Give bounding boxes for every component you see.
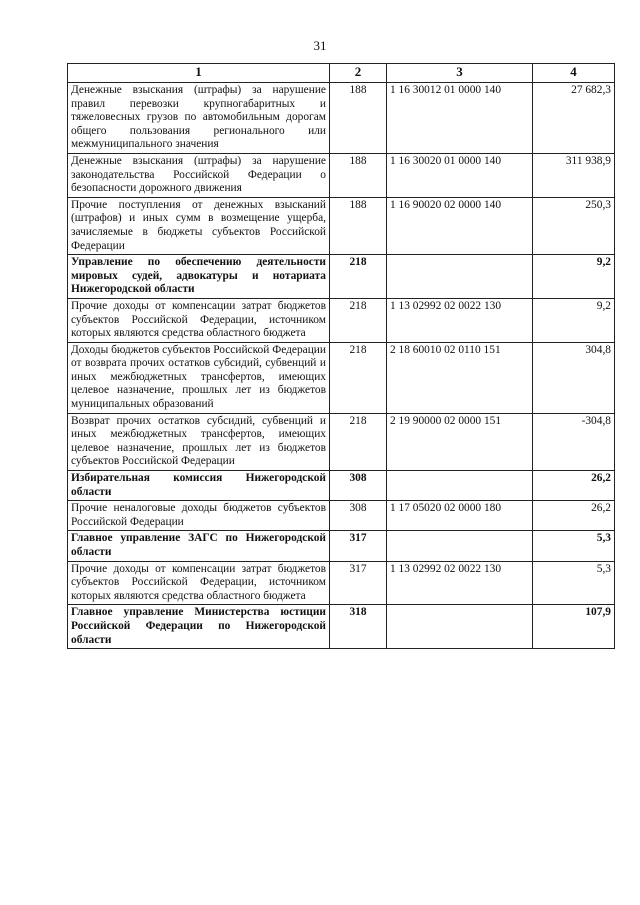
row-chapter-code-cell: 188 [330, 197, 387, 254]
table-row [68, 342, 615, 413]
column-header-2: 2 [330, 64, 387, 83]
row-amount-cell: 250,3 [533, 197, 615, 254]
table-row [68, 83, 615, 154]
row-classification-code-cell [387, 255, 533, 299]
row-amount-cell: 304,8 [533, 342, 615, 413]
table-row [68, 298, 615, 342]
table-row [68, 197, 615, 254]
row-name-cell: Прочие доходы от компенсации затрат бюджетов субъектов Российской Федерации, источником которых являются средства областного бюджета [68, 561, 330, 605]
row-chapter-code-cell: 317 [330, 531, 387, 561]
row-classification-code-cell: 2 19 90000 02 0000 151 [387, 413, 533, 470]
row-chapter-code-cell: 218 [330, 413, 387, 470]
table-row [68, 413, 615, 470]
row-amount-cell: 27 682,3 [533, 83, 615, 154]
column-header-3: 3 [387, 64, 533, 83]
table-row [68, 561, 615, 605]
row-name-cell: Главное управление Министерства юстиции Российской Федерации по Нижегородской области [68, 605, 330, 649]
row-name-cell: Избирательная комиссия Нижегородской области [68, 471, 330, 501]
table-group-row [68, 531, 615, 561]
row-name-cell: Денежные взыскания (штрафы) за нарушение законодательства Российской Федерации о безопасности дорожного движения [68, 153, 330, 197]
row-classification-code-cell [387, 471, 533, 501]
row-classification-code-cell [387, 605, 533, 649]
row-classification-code-cell: 1 13 02992 02 0022 130 [387, 561, 533, 605]
row-name-cell: Главное управление ЗАГС по Нижегородской области [68, 531, 330, 561]
row-classification-code-cell: 1 16 90020 02 0000 140 [387, 197, 533, 254]
row-chapter-code-cell: 188 [330, 83, 387, 154]
table-header-row [68, 64, 615, 83]
row-name-cell: Денежные взыскания (штрафы) за нарушение правил перевозки крупногабаритных и тяжеловесных грузов по автомобильным дорогам общего пользования регионального или межмуниципального значения [68, 83, 330, 154]
table-row [68, 501, 615, 531]
table-group-row [68, 471, 615, 501]
row-classification-code-cell: 1 16 30012 01 0000 140 [387, 83, 533, 154]
table-group-row [68, 605, 615, 649]
row-chapter-code-cell: 218 [330, 255, 387, 299]
row-amount-cell: 311 938,9 [533, 153, 615, 197]
row-chapter-code-cell: 308 [330, 471, 387, 501]
row-classification-code-cell: 1 16 30020 01 0000 140 [387, 153, 533, 197]
row-name-cell: Прочие поступления от денежных взысканий (штрафов) и иных сумм в возмещение ущерба, зачисляемые в бюджеты субъектов Российской Федерации [68, 197, 330, 254]
row-amount-cell: 26,2 [533, 471, 615, 501]
row-amount-cell: -304,8 [533, 413, 615, 470]
row-chapter-code-cell: 188 [330, 153, 387, 197]
row-classification-code-cell: 1 17 05020 02 0000 180 [387, 501, 533, 531]
row-chapter-code-cell: 308 [330, 501, 387, 531]
row-name-cell: Управление по обеспечению деятельности мировых судей, адвокатуры и нотариата Нижегородской области [68, 255, 330, 299]
column-header-1: 1 [68, 64, 330, 83]
table-row [68, 153, 615, 197]
page-number: 31 [313, 38, 327, 53]
row-amount-cell: 5,3 [533, 561, 615, 605]
row-name-cell: Прочие неналоговые доходы бюджетов субъектов Российской Федерации [68, 501, 330, 531]
table-body [68, 83, 615, 649]
table-group-row [68, 255, 615, 299]
row-classification-code-cell: 1 13 02992 02 0022 130 [387, 298, 533, 342]
row-chapter-code-cell: 317 [330, 561, 387, 605]
row-name-cell: Возврат прочих остатков субсидий, субвенций и иных межбюджетных трансфертов, имеющих целевое назначение, прошлых лет из бюджетов субъектов Российской Федерации [68, 413, 330, 470]
row-classification-code-cell [387, 531, 533, 561]
row-amount-cell: 26,2 [533, 501, 615, 531]
row-amount-cell: 107,9 [533, 605, 615, 649]
row-amount-cell: 9,2 [533, 298, 615, 342]
row-chapter-code-cell: 218 [330, 342, 387, 413]
row-chapter-code-cell: 318 [330, 605, 387, 649]
column-header-4: 4 [533, 64, 615, 83]
row-classification-code-cell: 2 18 60010 02 0110 151 [387, 342, 533, 413]
row-amount-cell: 5,3 [533, 531, 615, 561]
row-name-cell: Доходы бюджетов субъектов Российской Федерации от возврата прочих остатков субсидий, субвенций и иных межбюджетных трансфертов, имеющих целевое назначение, прошлых лет из бюджетов муниципальных образований [68, 342, 330, 413]
budget-revenue-table [67, 63, 615, 649]
row-name-cell: Прочие доходы от компенсации затрат бюджетов субъектов Российской Федерации, источником которых являются средства областного бюджета [68, 298, 330, 342]
row-chapter-code-cell: 218 [330, 298, 387, 342]
row-amount-cell: 9,2 [533, 255, 615, 299]
